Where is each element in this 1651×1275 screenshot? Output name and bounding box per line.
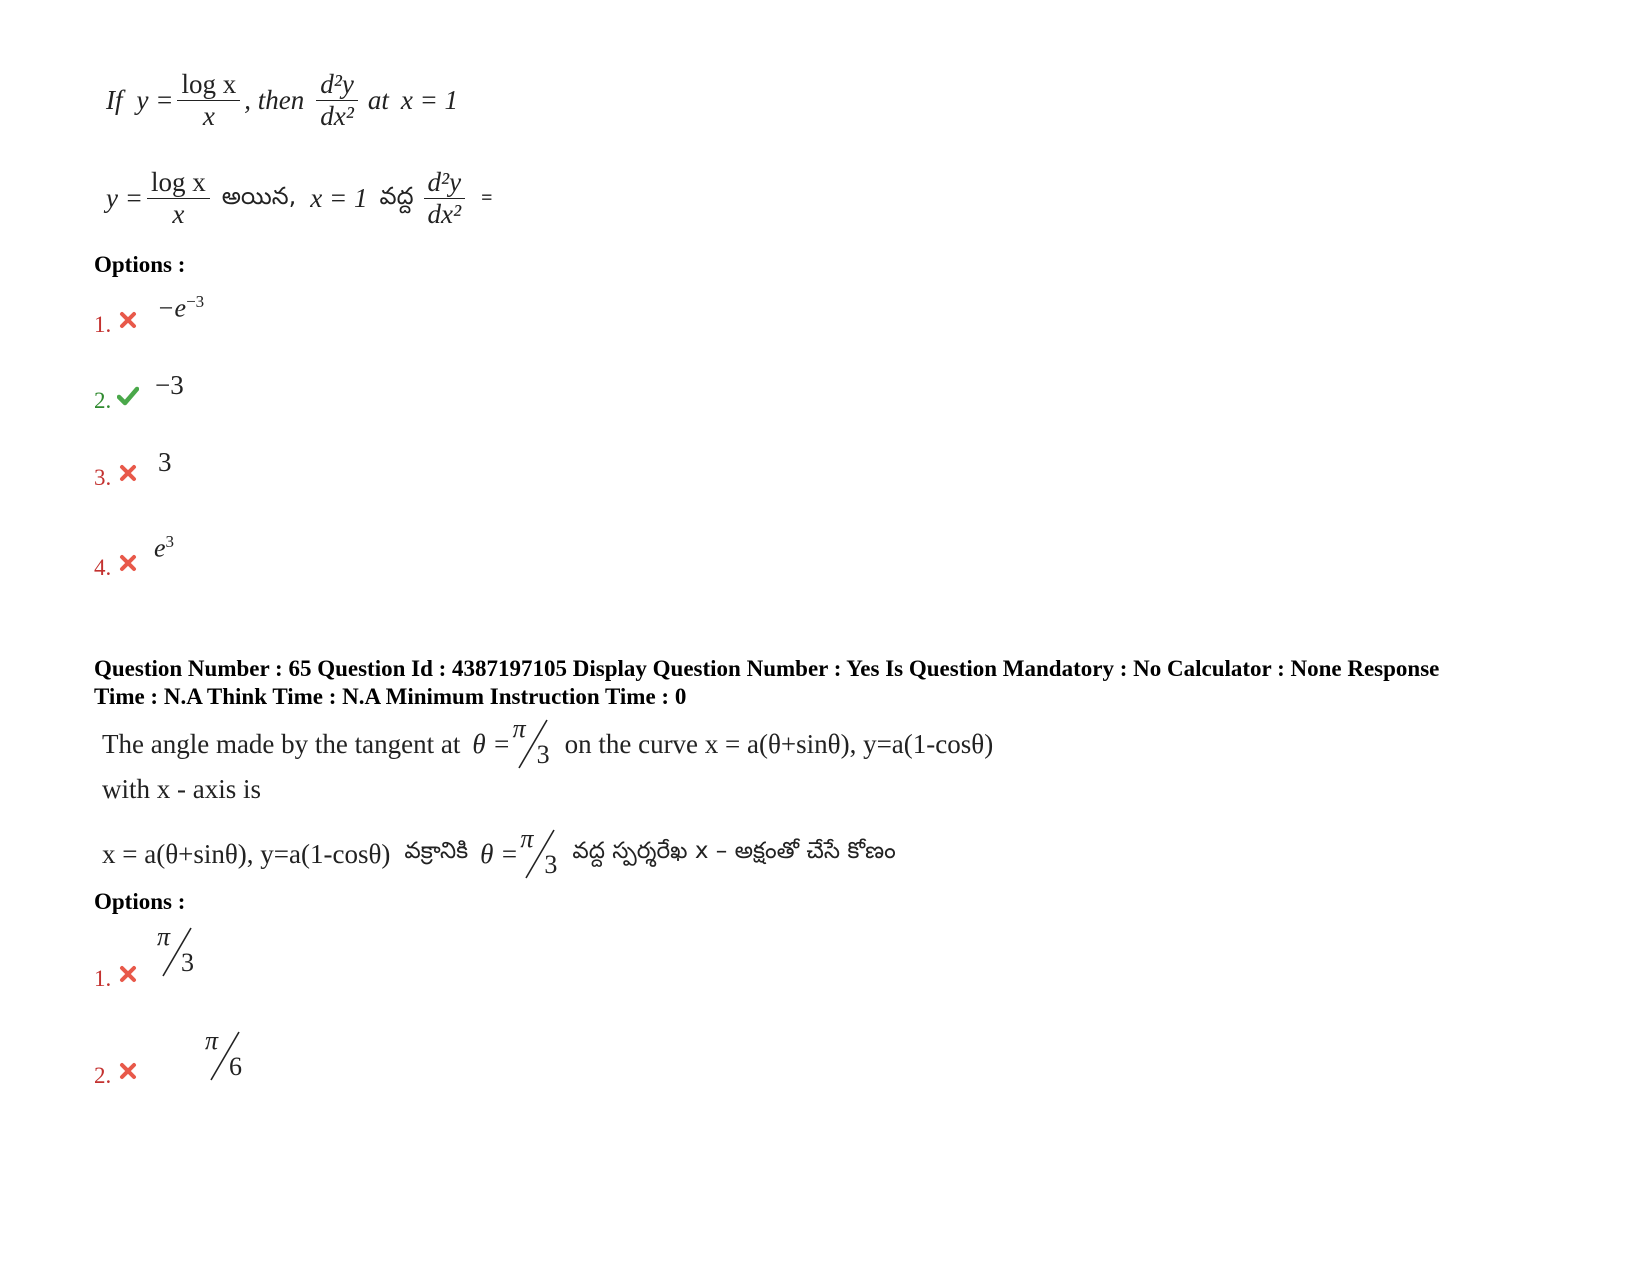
q65-en-part-2: on the curve x = a(θ+sinθ), y=a(1-cosθ) — [564, 728, 994, 759]
q65-te-pi-over-3 — [518, 826, 562, 882]
q65-theta-eq: θ = — [472, 728, 511, 759]
q65-info-line-2: Time : N.A Think Time : N.A Minimum Instruction Time : 0 — [94, 684, 687, 709]
q65-telugu-stem — [102, 826, 896, 882]
q65-pi: π — [512, 714, 526, 743]
cross-icon — [119, 464, 137, 487]
q64-options-label: Options : — [94, 252, 186, 277]
q65-english-stem-line-2: with x - axis is — [102, 774, 261, 804]
q64-option-4-value — [154, 532, 174, 564]
q64-telugu-stem — [106, 168, 493, 230]
q64-te-vadda: వద్ద — [379, 181, 414, 210]
q64-option-3-value: 3 — [158, 447, 172, 477]
q64-at: at — [367, 85, 389, 116]
q65-te-part-1: x = a(θ+sinθ), y=a(1-cosθ) — [102, 838, 391, 869]
q64-te-second-derivative — [424, 168, 466, 230]
q65-pi-over-3 — [511, 716, 555, 772]
q65-info-line-1: Question Number : 65 Question Id : 4387197105 Display Question Number : Yes Is Question Mandatory : No Calculator : None Response — [94, 656, 1440, 681]
q64-te-condition: x = 1 — [310, 183, 368, 214]
q64-option-4-exponent: 3 — [165, 532, 175, 551]
q65-en-part-1: The angle made by the tangent at — [102, 728, 461, 759]
q64-te-fraction-numerator: log x — [147, 168, 210, 199]
q64-option-3-number: 3. — [94, 465, 112, 490]
q65-te-theta-eq: θ = — [480, 838, 519, 869]
q65-three: 3 — [536, 740, 550, 769]
cross-icon — [119, 1062, 137, 1085]
q65-option-1-denominator: 3 — [181, 948, 194, 977]
q64-option-1-exponent: −3 — [186, 292, 205, 311]
q64-second-derivative — [316, 70, 358, 132]
q65-option-1-number: 1. — [94, 966, 112, 991]
q65-info — [94, 655, 1594, 711]
q64-fraction-numerator: log x — [177, 70, 240, 101]
check-icon — [117, 386, 139, 411]
q64-te-derivative-denominator: dx² — [427, 198, 462, 229]
q64-fraction-denominator: x — [202, 100, 215, 131]
q65-option-2-denominator: 6 — [229, 1052, 242, 1081]
q65-te-pi: π — [520, 824, 534, 853]
q65-te-three: 3 — [544, 850, 558, 879]
q65-option-2-value — [203, 1028, 247, 1084]
q65-te-part-2: వక్రానికి — [404, 838, 469, 864]
q64-option-1-value — [157, 292, 204, 324]
q64-te-derivative-numerator: d²y — [424, 168, 466, 199]
q64-option-4-number: 4. — [94, 555, 112, 580]
q64-option-2-value: −3 — [155, 370, 184, 400]
q64-derivative-denominator: dx² — [320, 100, 354, 131]
cross-icon — [119, 965, 137, 988]
q65-option-2-numerator: π — [205, 1026, 219, 1055]
q64-option-2-number: 2. — [94, 388, 112, 413]
q64-english-stem — [106, 70, 458, 132]
q64-te-equals: = — [481, 187, 493, 210]
q64-te-y-eq: y = — [106, 183, 143, 214]
q64-condition: x = 1 — [400, 85, 459, 116]
q64-te-ayina: అయిన, — [221, 181, 297, 210]
q65-option-1-numerator: π — [157, 922, 171, 951]
q64-fraction-logx-over-x — [177, 70, 240, 132]
q64-option-1-number: 1. — [94, 312, 112, 337]
cross-icon — [119, 554, 137, 577]
q64-derivative-numerator: d²y — [316, 70, 358, 101]
q64-if: If — [106, 85, 123, 116]
q64-then: , then — [244, 85, 305, 116]
q64-y-eq: y = — [136, 85, 174, 116]
q64-option-4-base: e — [154, 533, 166, 563]
q65-options-label: Options : — [94, 889, 186, 914]
q64-option-1-base: −e — [157, 293, 187, 323]
cross-icon — [119, 311, 137, 334]
q64-te-fraction — [147, 168, 210, 230]
q65-option-2-number: 2. — [94, 1063, 112, 1088]
q65-te-part-3: వద్ద స్పర్శరేఖ x – అక్షంతో చేసే కోణం — [572, 838, 896, 864]
q64-te-fraction-denominator: x — [172, 198, 185, 229]
q65-option-1-value — [155, 924, 199, 980]
q65-english-stem-line-1 — [102, 716, 993, 772]
